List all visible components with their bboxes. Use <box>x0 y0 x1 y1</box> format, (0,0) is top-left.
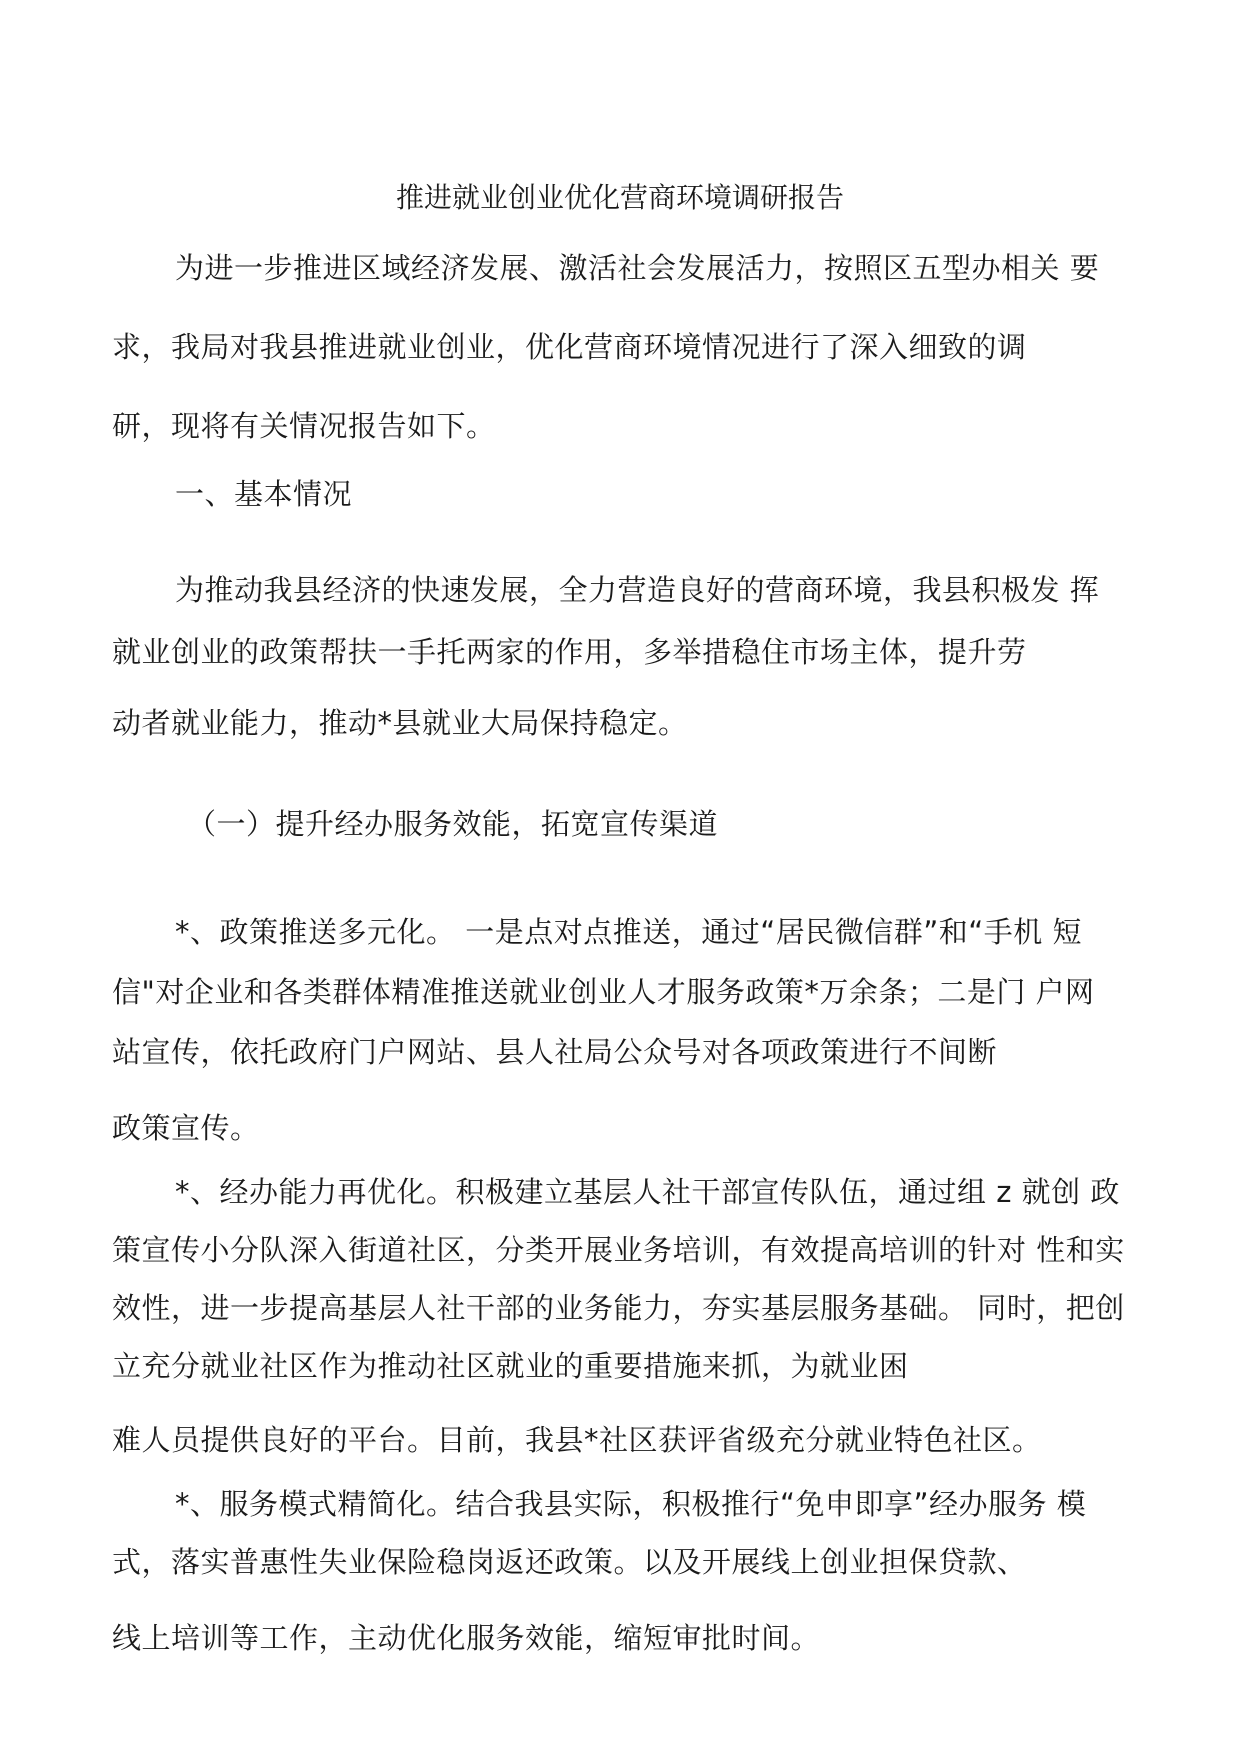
document-title: 推进就业创业优化营商环境调研报告 <box>395 181 844 214</box>
paragraph-line: 研，现将有关情况报告如下。 <box>112 409 496 443</box>
paragraph-line: *、政策推送多元化。 一是点对点推送，通过“居民微信群”和“手机 短 <box>175 915 1083 949</box>
paragraph-line: 为进一步推进区域经济发展、激活社会发展活力，按照区五型办相关 要 <box>175 251 1100 285</box>
paragraph-line: 就业创业的政策帮扶一手托两家的作用，多举措稳住市场主体，提升劳 <box>112 635 1027 669</box>
paragraph-line: 式，落实普惠性失业保险稳岗返还政策。以及开展线上创业担保贷款、 <box>112 1545 1027 1579</box>
subsection-heading: （一）提升经办服务效能，拓宽宣传渠道 <box>187 807 719 841</box>
paragraph-line: 线上培训等工作，主动优化服务效能，缩短审批时间。 <box>112 1621 821 1655</box>
section-heading: 一、基本情况 <box>175 477 353 511</box>
paragraph-line: *、经办能力再优化。积极建立基层人社干部宣传队伍，通过组 z 就创 政 <box>175 1175 1120 1209</box>
paragraph-line: 难人员提供良好的平台。目前，我县*社区获评省级充分就业特色社区。 <box>112 1423 1042 1457</box>
paragraph-line: 为推动我县经济的快速发展，全力营造良好的营商环境，我县积极发 挥 <box>175 573 1100 607</box>
paragraph-line: 政策宣传。 <box>112 1111 260 1145</box>
paragraph-line: 求，我局对我县推进就业创业，优化营商环境情况进行了深入细致的调 <box>112 330 1027 364</box>
paragraph-line: 信"对企业和各类群体精准推送就业创业人才服务政策*万余条；二是门 户网 <box>112 975 1095 1009</box>
paragraph-line: *、服务模式精简化。结合我县实际，积极推行“免申即享”经办服务 模 <box>175 1487 1087 1521</box>
paragraph-line: 动者就业能力，推动*县就业大局保持稳定。 <box>112 706 688 740</box>
paragraph-line: 策宣传小分队深入街道社区，分类开展业务培训，有效提高培训的针对 性和实 <box>112 1233 1125 1267</box>
paragraph-line: 立充分就业社区作为推动社区就业的重要措施来抓，为就业困 <box>112 1349 909 1383</box>
paragraph-line: 效性，进一步提高基层人社干部的业务能力，夯实基层服务基础。 同时，把创 <box>112 1291 1125 1325</box>
paragraph-line: 站宣传，依托政府门户网站、县人社局公众号对各项政策进行不间断 <box>112 1035 998 1069</box>
